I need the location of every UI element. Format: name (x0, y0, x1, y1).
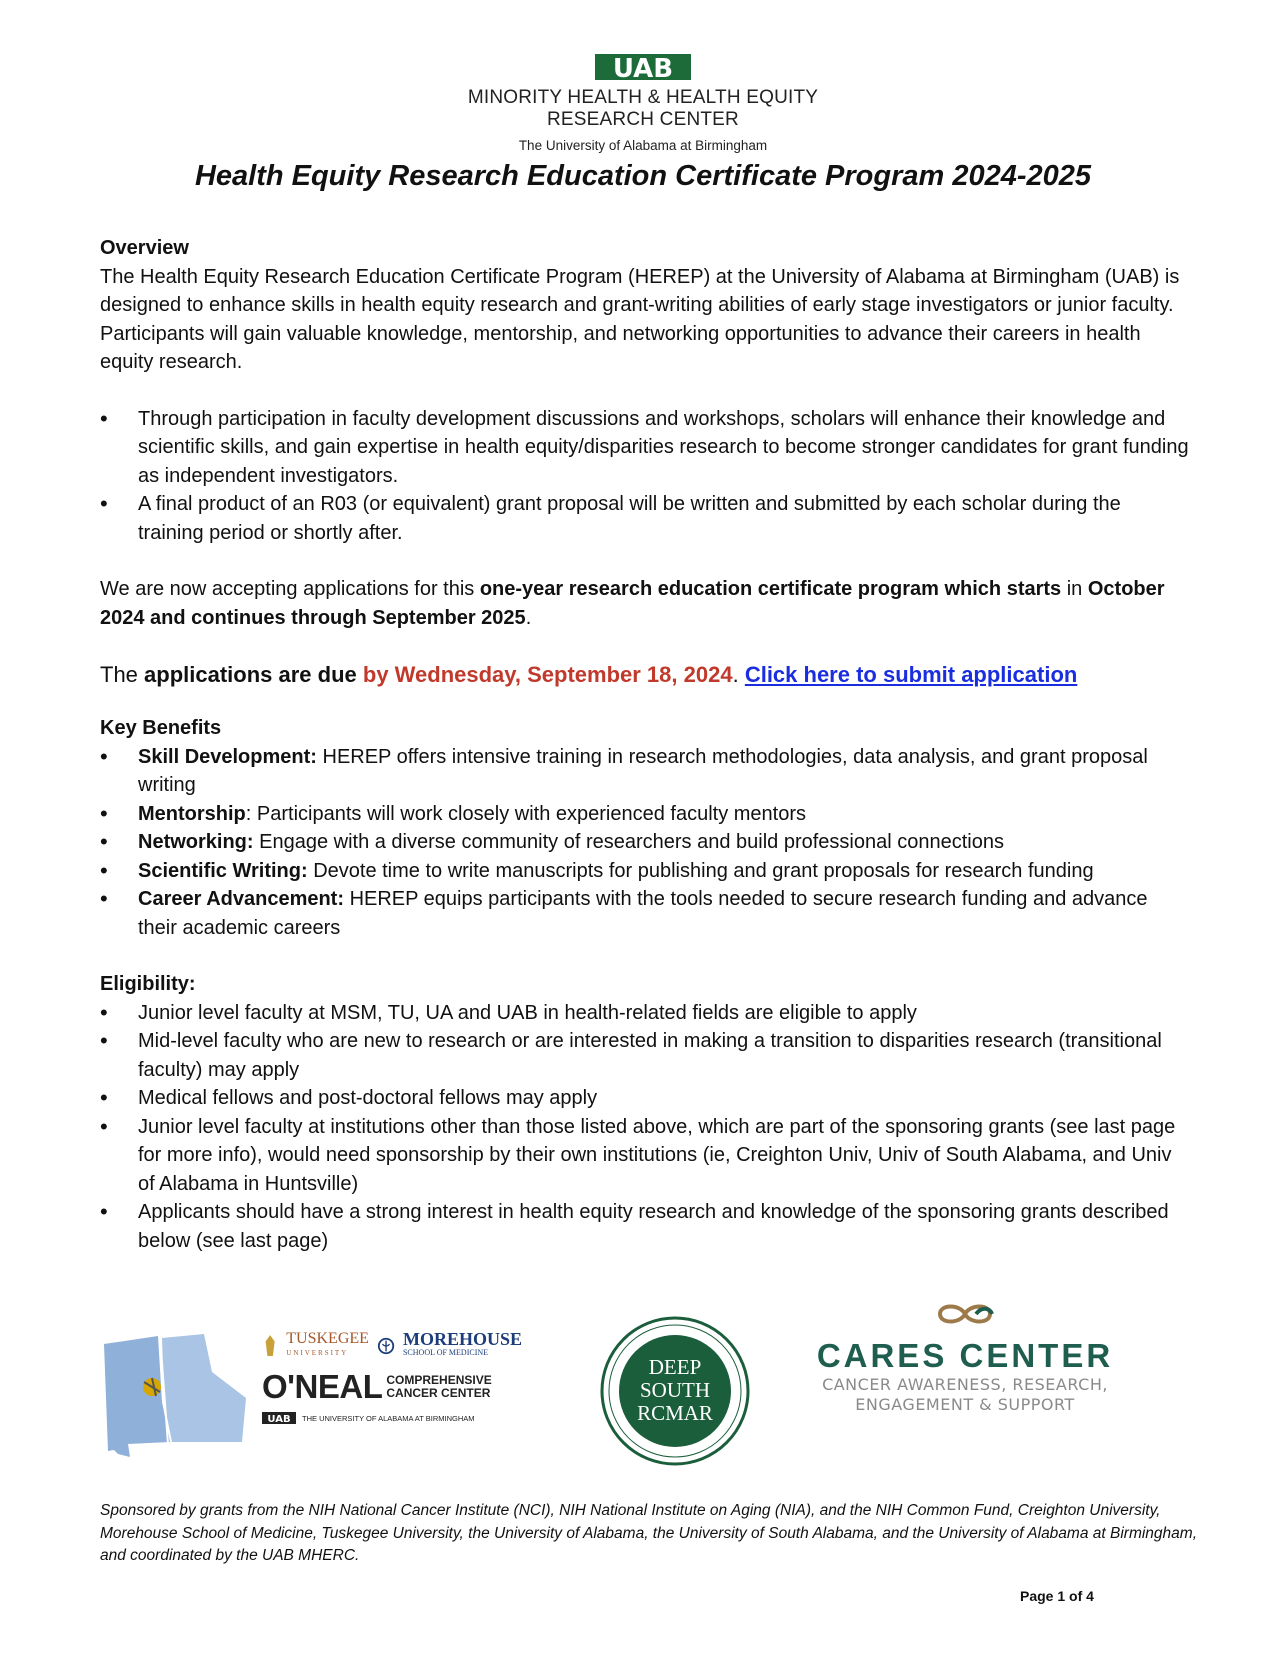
eligibility-list (100, 999, 1190, 1256)
svg-text:RCMAR: RCMAR (637, 1401, 713, 1425)
overview-text: The Health Equity Research Education Certificate Program (HEREP) at the University of Alabama at Birmingham (UAB) is designed to enhance skills in health equity research and grant-writing abilities of early stage investigators or junior faculty. Participants will gain valuable knowledge, mentorship, and networking opportunities to advance their careers in health equity research. (100, 265, 1180, 373)
list-item: • Scientific Writing: Devote time to write manuscripts for publishing and grant proposals for research funding (100, 857, 1190, 886)
sponsor-footer: Sponsored by grants from the NIH National Cancer Institute (NCI), NIH National Institute on Aging (NIA), and the NIH Common Fund, Creighton University, Morehouse School of Medicine, Tuskegee University, the University of Alabama, the University of South Alabama, and the University of Alabama at Birmingham, and coordinated by the UAB MHERC. (100, 1502, 1197, 1564)
cares-center-logo: CARES CENTER CANCER AWARENESS, RESEARCH, ENGAGEMENT & SUPPORT (780, 1300, 1150, 1415)
due-date: by Wednesday, September 18, 2024 (356, 662, 733, 687)
eligibility-heading: Eligibility: (100, 973, 196, 995)
oneal-cancer-center-logo: TUSKEGEE UNIVERSITY MOREHOUSE SCHOOL OF MEDICINE O'NEAL COMPREHENSIVE CANCER CENTER UAB THE UNIVERSITY OF ALABAMA AT BIRMINGHAM (262, 1329, 522, 1424)
sponsor-logos (0, 1300, 1286, 1480)
overview-heading: Overview (100, 237, 189, 259)
submit-application-link[interactable]: Click here to submit application (744, 662, 1078, 687)
morehouse-logo: MOREHOUSE SCHOOL OF MEDICINE (402, 1329, 522, 1357)
infinity-icon (930, 1300, 1000, 1328)
list-item: • A final product of an R03 (or equivalent) grant proposal will be written and submitted by each scholar during the training period or shortly after. (100, 490, 1190, 547)
list-item: • Career Advancement: HEREP equips participants with the tools needed to secure research funding and advance their academic careers (100, 885, 1190, 942)
org-subtitle: The University of Alabama at Birmingham (518, 138, 768, 153)
main-content (100, 234, 1190, 1255)
page-header (0, 52, 1286, 156)
svg-text:DEEP: DEEP (648, 1355, 702, 1379)
benefits-list (100, 743, 1190, 943)
deep-south-rcmar-seal (600, 1316, 750, 1471)
uab-logo (595, 52, 691, 87)
benefits-heading: Key Benefits (100, 717, 222, 739)
list-item: • Through participation in faculty development discussions and workshops, scholars will enhance their knowledge and scientific skills, and gain expertise in health equity/disparities research to become stronger candidates for grant funding as independent investigators. (100, 405, 1190, 491)
list-item: • Junior level faculty at institutions other than those listed above, which are part of the sponsoring grants (see last page for more info), would need sponsorship by their own institutions (ie, Creighton Univ, Univ of South Alabama, and Univ of Alabama in Huntsville) (100, 1113, 1190, 1199)
list-item: • Junior level faculty at MSM, TU, UA and UAB in health-related fields are eligible to apply (100, 999, 1190, 1028)
svg-text:UAB: UAB (267, 1414, 291, 1424)
svg-text:SOUTH: SOUTH (639, 1378, 711, 1402)
page-number: Page 1 of 4 (1020, 1588, 1094, 1604)
list-item: • Mentorship: Participants will work closely with experienced faculty mentors (100, 800, 1190, 829)
page-title: Health Equity Research Education Certificate Program 2024-2025 (194, 160, 1092, 192)
org-name-line2: RESEARCH CENTER (547, 109, 739, 130)
list-item: • Medical fellows and post-doctoral fellows may apply (100, 1084, 1190, 1113)
svg-text:UAB: UAB (612, 54, 674, 82)
list-item: • Networking: Engage with a diverse community of researchers and build professional connections (100, 828, 1190, 857)
list-item: • Mid-level faculty who are new to research or are interested in making a transition to disparities research (transitional faculty) may apply (100, 1027, 1190, 1084)
list-item: • Skill Development: HEREP offers intensive training in research methodologies, data analysis, and grant proposal writing (100, 743, 1190, 800)
due-date-line: The applications are due by Wednesday, September 18, 2024. Click here to submit application (100, 662, 1078, 687)
org-name-line1: MINORITY HEALTH & HEALTH EQUITY (467, 87, 819, 108)
accepting-text: We are now accepting applications for this one-year research education certificate program which starts in October 2024 and continues through September 2025. (100, 578, 1165, 629)
alabama-georgia-map-logo (100, 1332, 250, 1462)
list-item: • Applicants should have a strong interest in health equity research and knowledge of the sponsoring grants described below (see last page) (100, 1198, 1190, 1255)
tuskegee-logo: TUSKEGEE UNIVERSITY (286, 1330, 369, 1357)
overview-bullets (100, 405, 1190, 548)
